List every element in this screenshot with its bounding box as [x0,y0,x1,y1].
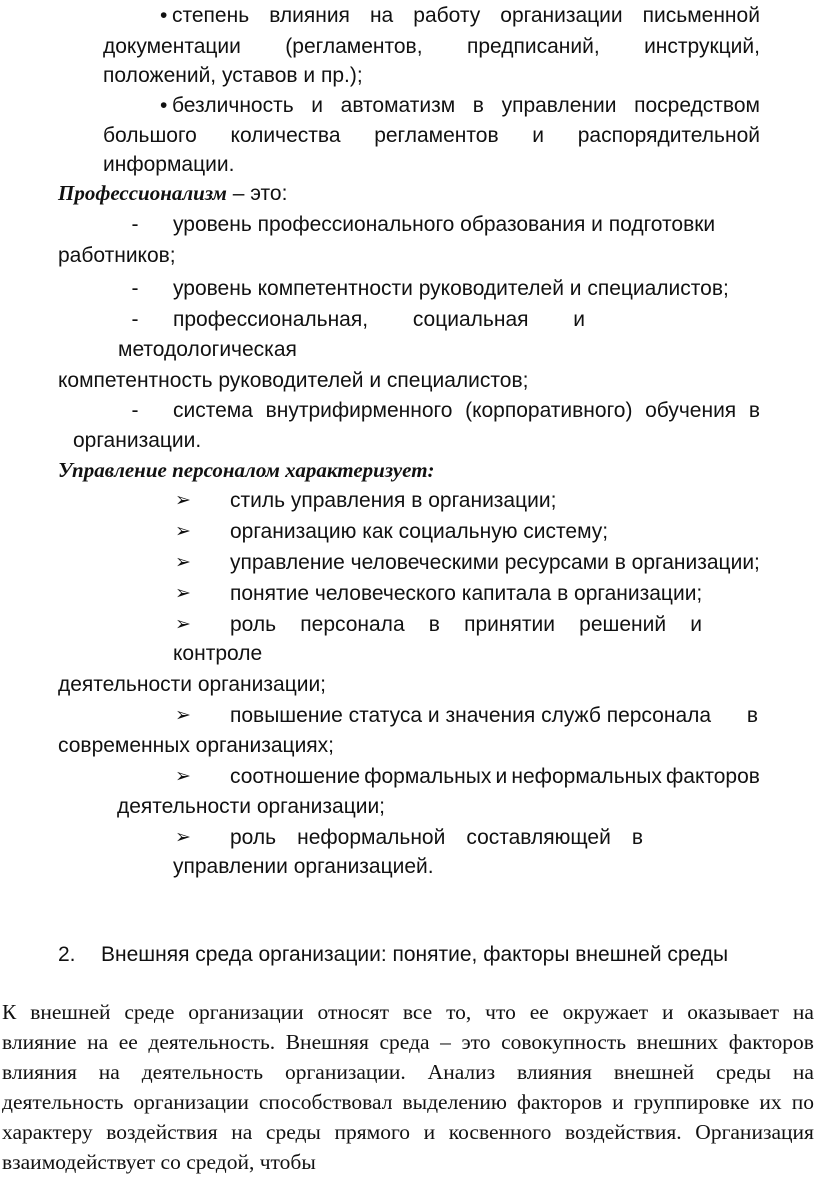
word: (регламентов, [285,35,423,58]
word: работу [413,4,481,27]
word: в [746,704,758,727]
arrow-bullet-icon: ➢ [175,583,191,604]
word: в [472,94,484,117]
word: влияния [2,1060,77,1084]
arrow-bullet-icon: ➢ [175,827,191,848]
dash-marker: - [131,308,139,331]
word: внутрифирменного [265,399,453,422]
arrow-bullet-icon: ➢ [175,705,191,726]
word: и [311,94,324,117]
personnel-item-3: управление человеческими ресурсами в организации; [230,551,760,574]
word: характеру [2,1120,93,1144]
word: в [631,826,643,849]
paragraph-line-2 [2,1028,814,1056]
personnel-item-6 [230,702,758,730]
bullet-1-line-2 [103,33,760,61]
word: профессиональная, [173,308,369,331]
word: в [748,399,760,422]
personnel-item-5 [230,611,702,639]
word: деятельность. [148,1030,276,1054]
word: на [98,1060,120,1084]
dash-marker: - [131,213,139,236]
word: организации [188,1000,304,1024]
word: регламентов [374,124,499,147]
professionalism-item-3-cont: методологическая [118,338,297,361]
word: предписаний, [466,35,600,58]
word: факторов [665,765,760,788]
professionalism-item-2: уровень компетентности руководителей и специалистов; [173,277,729,300]
word: письменной [642,4,760,27]
paragraph-line-1 [2,998,814,1026]
section-number: 2. [58,943,76,966]
word: большого [103,124,197,147]
word: и [573,308,585,331]
word: влияния [269,4,350,27]
arrow-bullet-icon: ➢ [175,766,191,787]
dash-marker: - [131,277,139,300]
word: деятельность [141,1060,264,1084]
professionalism-term: Профессионализм [58,181,227,205]
word: управлении [501,94,617,117]
word: среды [265,1120,321,1144]
bullet-1-marker: • [160,4,168,27]
professionalism-heading [58,179,287,208]
word: неформальной [297,826,446,849]
word: соотношение [230,765,361,788]
word: организации [500,4,623,27]
arrow-bullet-icon: ➢ [175,552,191,573]
word: – [440,1030,451,1054]
professionalism-item-4 [173,397,760,425]
word: Организация [695,1120,814,1144]
word: влияние [2,1030,77,1054]
personnel-item-5-cont: контроле [173,642,263,665]
word: повышение статуса и значения служб персонала [230,704,712,727]
word: ее [529,1000,549,1024]
paragraph-line-3 [2,1058,814,1086]
personnel-heading: Управление персоналом характеризует: [58,458,435,482]
word: воздействия [106,1120,218,1144]
personnel-item-8-cont: управлении организацией. [173,855,434,878]
bullet-2-marker: • [160,94,168,117]
word: посредством [634,94,760,117]
word: автоматизм [340,94,456,117]
word: на [231,1120,253,1144]
personnel-item-7-cont: деятельности организации; [117,795,386,818]
word: степень [172,4,250,27]
bullet-2-line-2 [103,122,760,150]
word: все [402,1000,433,1024]
word: распорядительной [577,124,760,147]
word: на [792,1060,814,1084]
word: прямого [334,1120,411,1144]
word: косвенного [448,1120,552,1144]
word: на [87,1030,109,1054]
word: неформальных [511,765,662,788]
word: влияния [517,1060,592,1084]
professionalism-item-3 [173,306,585,334]
personnel-item-5-cont-2: деятельности организации; [58,673,327,696]
bullet-2-line-3: информации. [103,153,235,176]
word: обучения [645,399,737,422]
word: деятельность [2,1090,124,1114]
bullet-1-line-3: положений, уставов и пр.); [103,64,363,87]
word: внешней [30,1000,111,1024]
word: персонала [300,613,405,636]
word: среде [124,1000,175,1024]
word: окружает [562,1000,649,1024]
personnel-item-4: понятие человеческого капитала в организации; [230,582,703,605]
word: инструкций, [644,35,760,58]
word: количества [230,124,341,147]
personnel-item-2: организацию как социальную систему; [230,520,609,543]
word: в [428,613,440,636]
word: внешней [613,1060,695,1084]
section-title: Внешняя среда организации: понятие, факторы внешней среды [101,943,729,966]
word: и [423,1120,436,1144]
word: система [173,399,253,422]
professionalism-item-1: уровень профессионального образования и подготовки [173,213,716,236]
professionalism-item-1-cont: работников; [58,244,176,267]
word: на [369,4,394,27]
word: совокупность [501,1030,627,1054]
word: документации [103,35,241,58]
personnel-item-1: стиль управления в организации; [230,489,557,512]
personnel-item-7 [230,763,760,791]
word: оказывает [687,1000,779,1024]
personnel-item-6-cont: современных организациях; [58,734,335,757]
bullet-1-line-1 [172,2,760,30]
word: что [485,1000,516,1024]
word: формальных [364,765,492,788]
word: ее [118,1030,138,1054]
word: составляющей [466,826,611,849]
word: группировке [633,1090,750,1114]
word: это [461,1030,491,1054]
word: на [792,1000,814,1024]
word: и [495,765,508,788]
word: и [612,1090,624,1114]
word: и [690,613,702,636]
word: относят [317,1000,389,1024]
professionalism-item-4-cont: организации. [73,429,202,452]
word: среда [379,1030,430,1054]
professionalism-rest: – это: [226,182,288,205]
word: принятии [464,613,555,636]
word: то, [446,1000,472,1024]
word: Внешняя [285,1030,369,1054]
word: способствовал [258,1090,393,1114]
word: их [759,1090,782,1114]
word: роль [230,826,277,849]
word: по [791,1090,814,1114]
word: внешних [636,1030,719,1054]
paragraph-line-4 [2,1088,814,1116]
word: факторов [516,1090,603,1114]
word: и [661,1000,674,1024]
word: безличность [172,94,294,117]
word: социальная [412,308,529,331]
personnel-item-8 [230,824,643,852]
paragraph-line-6: взаимодействует со средой, чтобы [2,1150,316,1174]
word: (корпоративного) [465,399,633,422]
word: роль [230,613,277,636]
word: факторов [728,1030,814,1054]
bullet-2-line-1 [172,92,760,120]
word: выделению [402,1090,507,1114]
word: Анализ [427,1060,496,1084]
word: организации. [284,1060,406,1084]
paragraph-line-5 [2,1118,814,1146]
word: воздействия. [564,1120,682,1144]
arrow-bullet-icon: ➢ [175,614,191,635]
word: К [2,1000,17,1024]
professionalism-item-3-cont-2: компетентность руководителей и специалистов; [58,369,529,392]
arrow-bullet-icon: ➢ [175,490,191,511]
arrow-bullet-icon: ➢ [175,521,191,542]
word: решений [579,613,667,636]
word: организации [133,1090,249,1114]
word: и [532,124,545,147]
word: среды [716,1060,771,1084]
dash-marker: - [131,399,139,422]
